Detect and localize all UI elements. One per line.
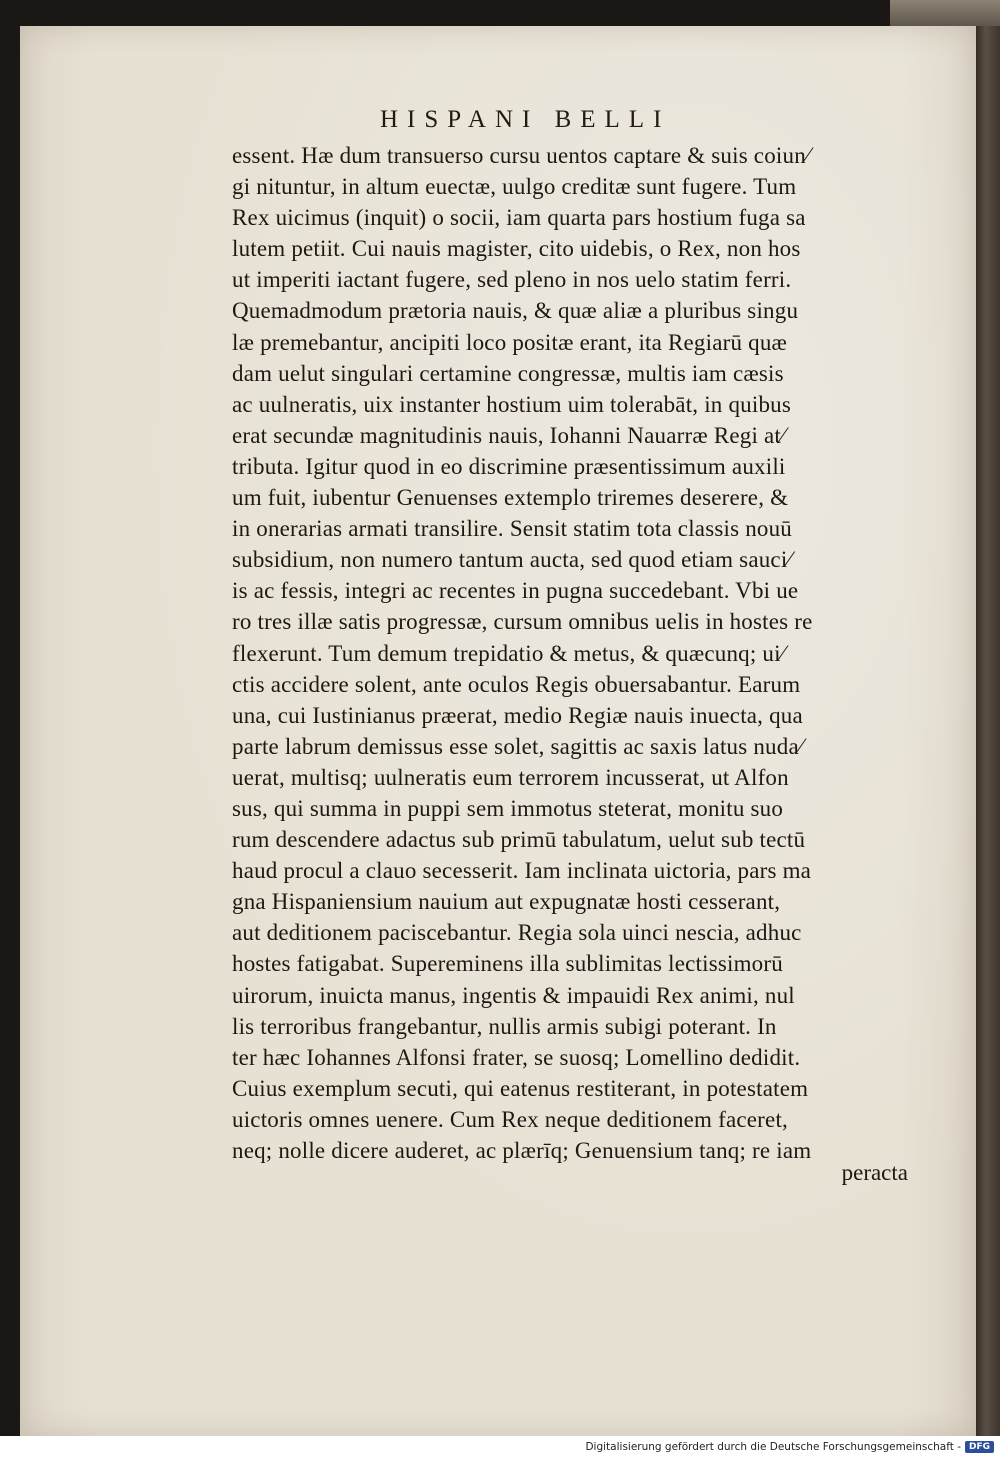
text-line: lis terroribus frangebantur, nullis armis subigi poterant. In: [232, 1013, 777, 1039]
text-line: parte labrum demissus esse solet, sagittis ac saxis latus nuda⁄: [232, 733, 803, 759]
text-line: haud procul a clauo secesserit. Iam inclinata uictoria, pars ma: [232, 858, 812, 884]
text-line: um fuit, iubentur Genuenses extemplo triremes deserere, &: [232, 485, 789, 511]
text-line: hostes fatigabat. Supereminens illa sublimitas lectissimorū: [232, 951, 783, 977]
page-text-block: [232, 140, 912, 1166]
dfg-logo[interactable]: DFG: [965, 1441, 994, 1453]
footer-bar: [0, 1436, 1000, 1457]
text-line: tributa. Igitur quod in eo discrimine præsentissimum auxili: [232, 453, 786, 479]
text-line: aut deditionem paciscebantur. Regia sola uinci nescia, adhuc: [232, 920, 802, 946]
catchword: peracta: [841, 1160, 908, 1185]
text-line: ter hæc Iohannes Alfonsi frater, se suosq; Lomellino dedidit.: [232, 1044, 801, 1070]
text-line: ac uulneratis, uix instanter hostium uim tolerabāt, in quibus: [232, 391, 791, 417]
text-line: rum descendere adactus sub primū tabulatum, uelut sub tectū: [232, 827, 806, 853]
text-line: lutem petiit. Cui nauis magister, cito uidebis, o Rex, non hos: [232, 236, 801, 262]
text-line: Cuius exemplum secuti, qui eatenus restiterant, in potestatem: [232, 1075, 809, 1101]
text-line: in onerarias armati transilire. Sensit statim tota classis nouū: [232, 516, 793, 542]
footer-credit-text: Digitalisierung gefördert durch die Deutsche Forschungsgemeinschaft -: [585, 1440, 961, 1453]
text-line: sus, qui summa in puppi sem immotus steterat, monitu suo: [232, 795, 784, 821]
book-cover-corner: [890, 0, 1000, 26]
text-line: uirorum, inuicta manus, ingentis & impauidi Rex animi, nul: [232, 982, 795, 1008]
text-line: essent. Hæ dum transuerso cursu uentos captare & suis coiun⁄: [232, 143, 810, 168]
text-line: Quemadmodum prætoria nauis, & quæ aliæ a pluribus singu: [232, 298, 799, 324]
text-line: is ac fessis, integri ac recentes in pugna succedebant. Vbi ue: [232, 578, 799, 604]
book-binding-edge: [974, 0, 1000, 1457]
text-line: dam uelut singulari certamine congressæ, multis iam cæsis: [232, 360, 784, 386]
running-header: HISPANI BELLI: [380, 106, 671, 133]
text-line: læ premebantur, ancipiti loco positæ erant, ita Regiarū quæ: [232, 329, 788, 355]
text-line: gi nituntur, in altum euectæ, uulgo creditæ sunt fugere. Tum: [232, 174, 797, 200]
text-line: Rex uicimus (inquit) o socii, iam quarta pars hostium fuga sa: [232, 205, 806, 231]
text-line: flexerunt. Tum demum trepidatio & metus, & quæcunq; ui⁄: [232, 640, 785, 666]
text-line: ctis accidere solent, ante oculos Regis obuersabantur. Earum: [232, 671, 801, 697]
text-line: ut imperiti iactant fugere, sed pleno in nos uelo statim ferri.: [232, 267, 792, 293]
text-line: neq; nolle dicere auderet, ac plærīq; Genuensium tanq; re iam: [232, 1138, 812, 1163]
text-line: erat secundæ magnitudinis nauis, Iohanni Nauarræ Regi at⁄: [232, 422, 786, 448]
text-line: ro tres illæ satis progressæ, cursum omnibus uelis in hostes re: [232, 609, 813, 635]
text-line: subsidium, non numero tantum aucta, sed quod etiam sauci⁄: [232, 547, 792, 573]
text-line: uerat, multisq; uulneratis eum terrorem incusserat, ut Alfon: [232, 764, 789, 790]
text-line: uictoris omnes uenere. Cum Rex neque deditionem faceret,: [232, 1106, 788, 1132]
text-line: una, cui Iustinianus præerat, medio Regiæ nauis inuecta, qua: [232, 702, 803, 728]
text-line: gna Hispaniensium nauium aut expugnatæ hosti cesserant,: [232, 889, 781, 915]
